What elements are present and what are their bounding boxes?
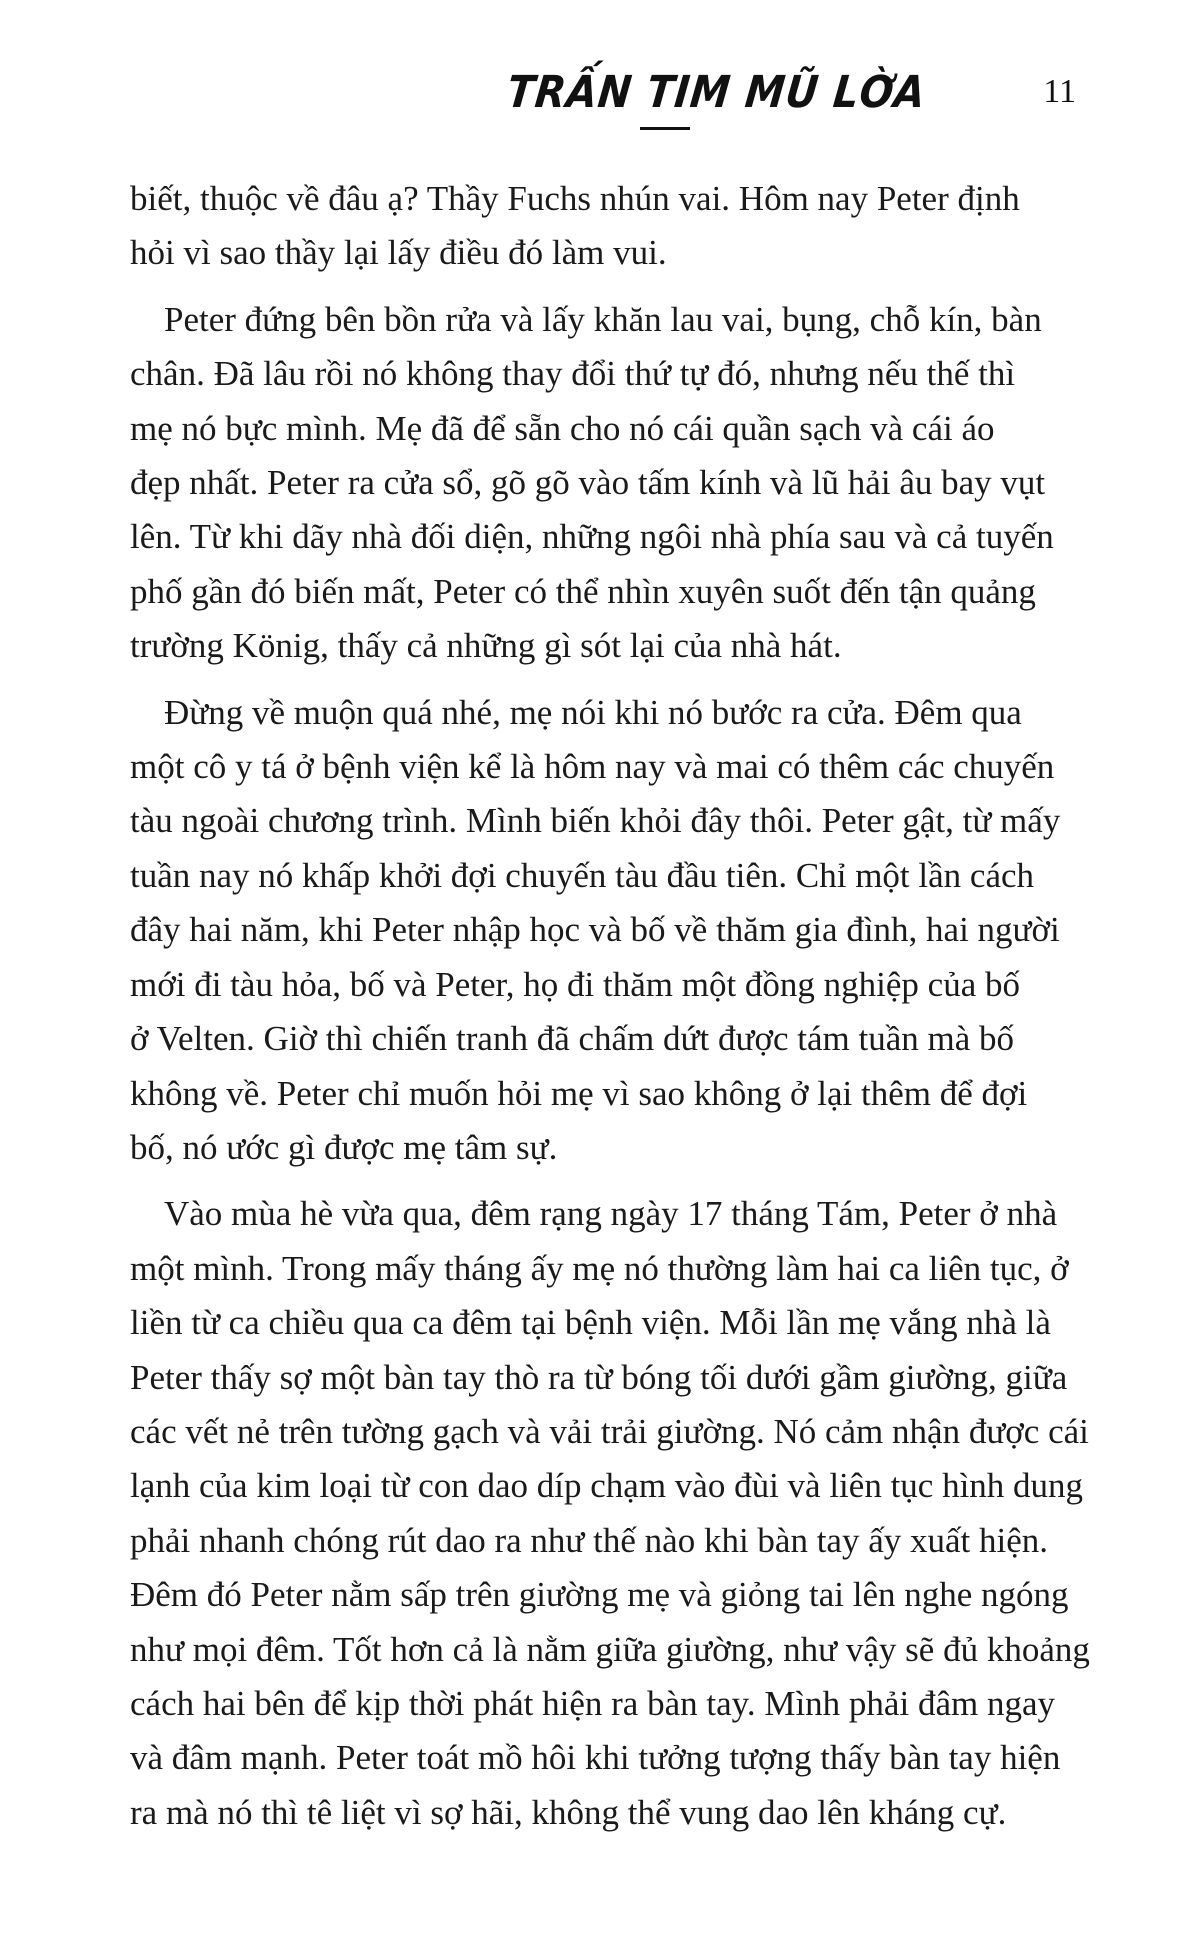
text-line: tàu ngoài chương trình. Mình biến khỏi đây thôi. Peter gật, từ mấy — [130, 801, 1061, 841]
text-line: mới đi tàu hỏa, bố và Peter, họ đi thăm một đồng nghiệp của bố — [130, 964, 1021, 1004]
text-line: Peter đứng bên bồn rửa và lấy khăn lau vai, bụng, chỗ kín, bàn — [164, 299, 1042, 339]
text-line: một mình. Trong mấy tháng ấy mẹ nó thường làm hai ca liên tục, ở — [130, 1248, 1069, 1288]
text-line: liền từ ca chiều qua ca đêm tại bệnh viện. Mỗi lần mẹ vắng nhà là — [130, 1303, 1051, 1343]
page-number: 11 — [1043, 73, 1076, 110]
text-line: ra mà nó thì tê liệt vì sợ hãi, không thể vung dao lên kháng cự. — [130, 1792, 1007, 1832]
paragraph-3 — [130, 686, 1090, 1176]
title-underline — [640, 127, 690, 130]
paragraph-4 — [130, 1187, 1090, 1840]
text-line: và đâm mạnh. Peter toát mồ hôi khi tưởng tượng thấy bàn tay hiện — [130, 1738, 1061, 1778]
page-header — [0, 55, 1196, 135]
text-line: cách hai bên để kịp thời phát hiện ra bàn tay. Mình phải đâm ngay — [130, 1683, 1055, 1723]
text-line: tuần nay nó khấp khởi đợi chuyến tàu đầu tiên. Chỉ một lần cách — [130, 855, 1035, 895]
text-line: mẹ nó bực mình. Mẹ đã để sẵn cho nó cái quần sạch và cái áo — [130, 408, 995, 448]
text-line: bố, nó ước gì được mẹ tâm sự. — [130, 1127, 558, 1167]
text-line: Đêm đó Peter nằm sấp trên giường mẹ và giỏng tai lên nghe ngóng — [130, 1575, 1069, 1615]
text-line: chân. Đã lâu rồi nó không thay đổi thứ tự đó, nhưng nếu thế thì — [130, 354, 1016, 394]
text-line: đây hai năm, khi Peter nhập học và bố về thăm gia đình, hai người — [130, 910, 1060, 950]
text-line: lạnh của kim loại từ con dao díp chạm vào đùi và liên tục hình dung — [130, 1466, 1084, 1506]
text-line: biết, thuộc về đâu ạ? Thầy Fuchs nhún vai. Hôm nay Peter định — [130, 179, 1020, 218]
text-line: các vết nẻ trên tường gạch và vải trải giường. Nó cảm nhận được cái — [130, 1411, 1089, 1451]
paragraph-2 — [130, 293, 1090, 674]
text-line: một cô y tá ở bệnh viện kể là hôm nay và mai có thêm các chuyến — [130, 747, 1055, 787]
text-line: hỏi vì sao thầy lại lấy điều đó làm vui. — [130, 233, 667, 273]
text-line: như mọi đêm. Tốt hơn cả là nằm giữa giường, như vậy sẽ đủ khoảng — [130, 1629, 1090, 1669]
body-text — [130, 172, 1090, 1852]
paragraph-1 — [130, 172, 1090, 281]
text-line: phải nhanh chóng rút dao ra như thế nào khi bàn tay ấy xuất hiện. — [130, 1520, 1049, 1560]
text-line: Vào mùa hè vừa qua, đêm rạng ngày 17 tháng Tám, Peter ở nhà — [164, 1194, 1058, 1234]
text-line: không về. Peter chỉ muốn hỏi mẹ vì sao không ở lại thêm để đợi — [130, 1073, 1028, 1113]
text-line: ở Velten. Giờ thì chiến tranh đã chấm dứt được tám tuần mà bố — [130, 1019, 1014, 1059]
text-line: trường König, thấy cả những gì sót lại của nhà hát. — [130, 626, 842, 666]
text-line: lên. Từ khi dãy nhà đối diện, những ngôi nhà phía sau và cả tuyến — [130, 517, 1054, 557]
running-title: TRẤN TIM MŨ LỜA — [504, 67, 929, 118]
text-line: đẹp nhất. Peter ra cửa sổ, gõ gõ vào tấm kính và lũ hải âu bay vụt — [130, 463, 1046, 503]
text-line: Peter thấy sợ một bàn tay thò ra từ bóng tối dưới gầm giường, giữa — [130, 1357, 1068, 1397]
text-line: Đừng về muộn quá nhé, mẹ nói khi nó bước ra cửa. Đêm qua — [164, 692, 1022, 732]
text-line: phố gần đó biến mất, Peter có thể nhìn xuyên suốt đến tận quảng — [130, 571, 1036, 611]
